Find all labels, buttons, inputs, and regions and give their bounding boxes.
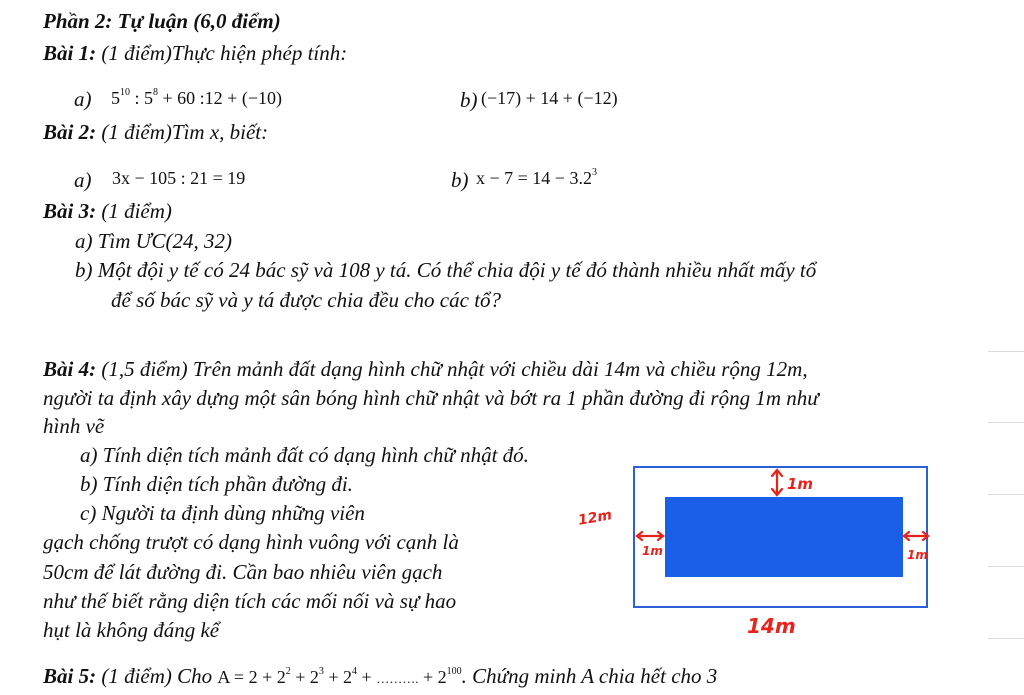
margin-rule — [988, 638, 1024, 639]
left-gap-arrow-icon — [637, 532, 663, 540]
bai2-desc: (1 điểm)Tìm x, biết: — [96, 120, 269, 144]
annotation-length: 14m — [747, 614, 796, 638]
bai4-c-line1: c) Người ta định dùng những viên — [80, 501, 365, 525]
bai3-b-line2: để số bác sỹ và y tá được chia đều cho các tổ? — [111, 288, 502, 312]
bai4-line2: người ta định xây dựng một sân bóng hình chữ nhật và bớt ra 1 phần đường đi rộng 1m như — [43, 386, 819, 410]
bai2-a-label: a) — [74, 168, 92, 192]
annotation-left-gap: 1m — [642, 544, 663, 558]
margin-rule — [988, 566, 1024, 567]
annotation-width: 12m — [576, 507, 614, 529]
bai2-b-label: b) — [451, 168, 469, 192]
bai4-c-line5: hụt là không đáng kể — [43, 618, 220, 642]
margin-rule — [988, 351, 1024, 352]
bai1-b-label: b) — [460, 88, 478, 112]
right-gap-arrow-icon — [904, 532, 928, 540]
margin-rule — [988, 422, 1024, 423]
bai3-label: Bài 3: — [43, 199, 97, 223]
bai2-b-expression: $x - 7 = 14 - 3.2^3$ — [476, 167, 597, 188]
bai4-c-line4: như thế biết rằng diện tích các mối nối và sự hao — [43, 589, 457, 613]
bai4-c-line3: 50cm để lát đường đi. Cần bao nhiêu viên gạch — [43, 560, 443, 584]
bai5-tail: . Chứng minh A chia hết cho 3 — [461, 664, 718, 688]
bai5-desc: (1 điểm) Cho — [96, 664, 218, 688]
bai5-label: Bài 5: — [43, 664, 97, 688]
bai1-a-label: a) — [74, 87, 92, 111]
bai3-desc: (1 điểm) — [96, 199, 172, 223]
bai1-a-expression: $5^{10}$ : $5^8 + 60$ :12 + (−10) — [111, 87, 282, 108]
bai5-expression: $A = 2 + 2^2 + 2^3 + 2^4$ + ………. + $2^{100}$ — [217, 666, 462, 687]
bai1-b-expression: (−17) + 14 + (−12) — [481, 88, 618, 108]
bai5-line — [43, 664, 717, 691]
annotation-top-gap: 1m — [787, 475, 814, 493]
bai1-label: Bài 1: — [43, 41, 97, 65]
bai4-c-line2: gạch chống trượt có dạng hình vuông với cạnh là — [43, 530, 459, 554]
bai4-a: a) Tính diện tích mảnh đất có dạng hình chữ nhật đó. — [80, 443, 529, 467]
part-title: Phần 2: Tự luận (6,0 điểm) — [43, 9, 281, 33]
bai2-label: Bài 2: — [43, 120, 97, 144]
margin-rule — [988, 494, 1024, 495]
bai4-line1: (1,5 điểm) Trên mảnh đất dạng hình chữ nhật với chiều dài 14m và chiều rộng 12m, — [96, 357, 808, 381]
bai4-b: b) Tính diện tích phần đường đi. — [80, 472, 353, 496]
top-gap-arrow-icon — [772, 470, 782, 495]
bai3-b-line1: b) Một đội y tế có 24 bác sỹ và 108 y tá. Có thể chia đội y tế đó thành nhiều nhất mấy tổ — [75, 258, 817, 282]
bai1-desc: (1 điểm)Thực hiện phép tính: — [96, 41, 348, 65]
bai3-a: a) Tìm ƯC(24, 32) — [75, 229, 232, 253]
bai4-label: Bài 4: — [43, 357, 97, 381]
annotation-right-gap: 1m — [907, 548, 928, 562]
bai2-a-expression: 3x − 105 : 21 = 19 — [112, 168, 246, 188]
bai4-line3: hình vẽ — [43, 414, 105, 438]
